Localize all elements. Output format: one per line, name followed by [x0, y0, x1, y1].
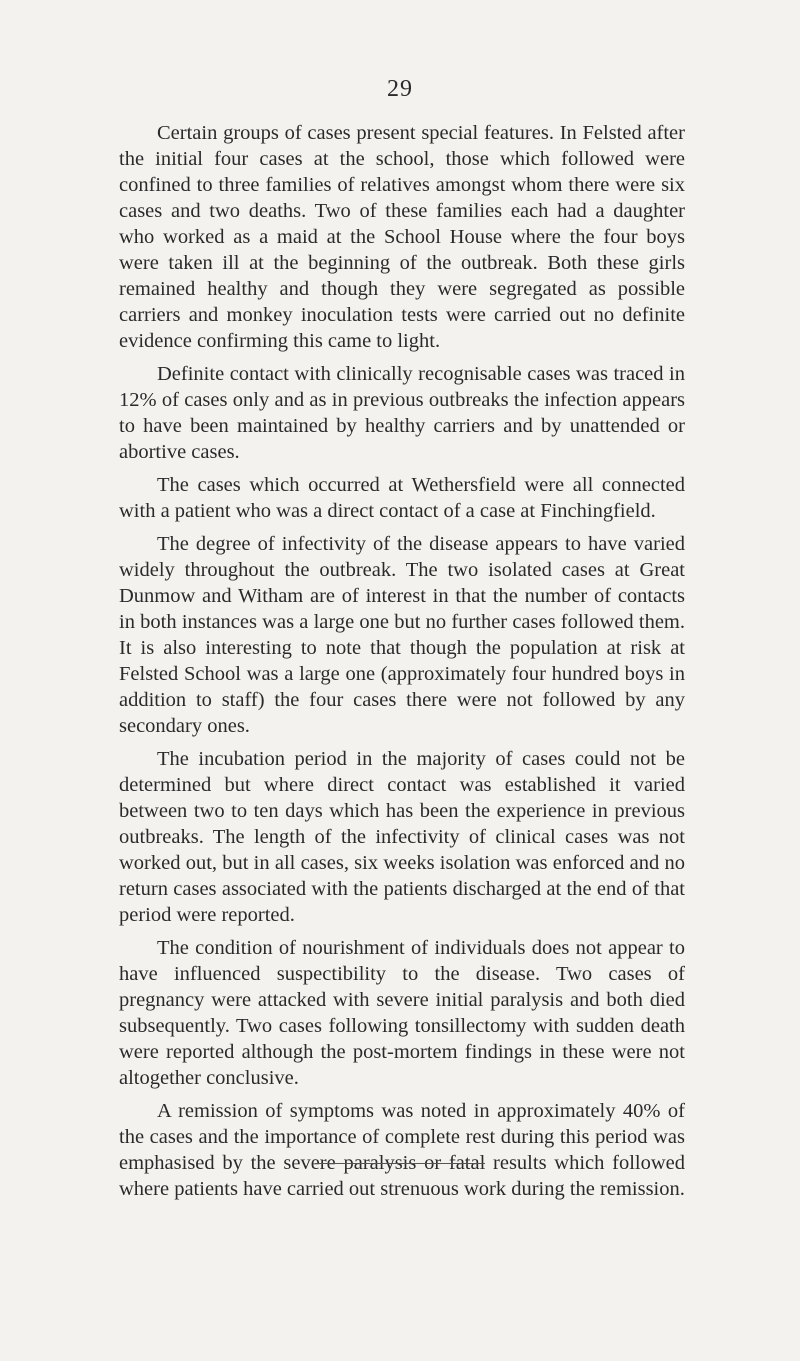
page-number: 29	[387, 76, 413, 102]
paragraph-wethersfield: The cases which occurred at Wethersfield were all connected with a patient who was a direct contact of a case at Finchingfield.	[119, 474, 685, 522]
paragraph-nourishment: The condition of nourishment of individuals does not appear to have influenced suspectibility to the disease. Two cases of pregnancy were attacked with severe initial paralysis and both died subsequently. Two cases following tonsillectomy with sudden death were reported although the post-mortem findings in these were not altogether conclusive.	[119, 937, 685, 1089]
paragraph-definite-contact: Definite contact with clinically recognisable cases was traced in 12% of cases only and as in previous outbreaks the infection appears to have been maintained by healthy carriers and by unattended or abortive cases.	[119, 363, 685, 463]
body-text	[119, 120, 685, 1209]
paragraph-felsted-families: Certain groups of cases present special features. In Felsted after the initial four cases at the school, those which followed were confined to three families of relatives amongst whom there were six cases and two deaths. Two of these families each had a daughter who worked as a maid at the School House where the four boys were taken ill at the beginning of the outbreak. Both these girls remained healthy and though they were segregated as possible carriers and monkey inoculation tests were carried out no definite evidence confirming this came to light.	[119, 122, 685, 352]
section-divider-rule	[315, 1163, 485, 1164]
paragraph-infectivity: The degree of infectivity of the disease appears to have varied widely throughout the outbreak. The two isolated cases at Great Dunmow and Witham are of interest in that the number of contacts in both instances was a large one but no further cases followed them. It is also interesting to note that though the population at risk at Felsted School was a large one (approximately four hundred boys in addition to staff) the four cases there were not followed by any secondary ones.	[119, 533, 685, 737]
paragraph-remission: A remission of symptoms was noted in approximately 40% of the cases and the importance of complete rest during this period was emphasised by the severe paralysis or fatal results which followed where patients have carried out strenuous work during the remission.	[119, 1100, 685, 1200]
paragraph-incubation-period: The incubation period in the majority of cases could not be determined but where direct contact was established it varied between two to ten days which has been the experience in previous outbreaks. The length of the infectivity of clinical cases was not worked out, but in all cases, six weeks isolation was enforced and no return cases associated with the patients discharged at the end of that period were reported.	[119, 748, 685, 926]
